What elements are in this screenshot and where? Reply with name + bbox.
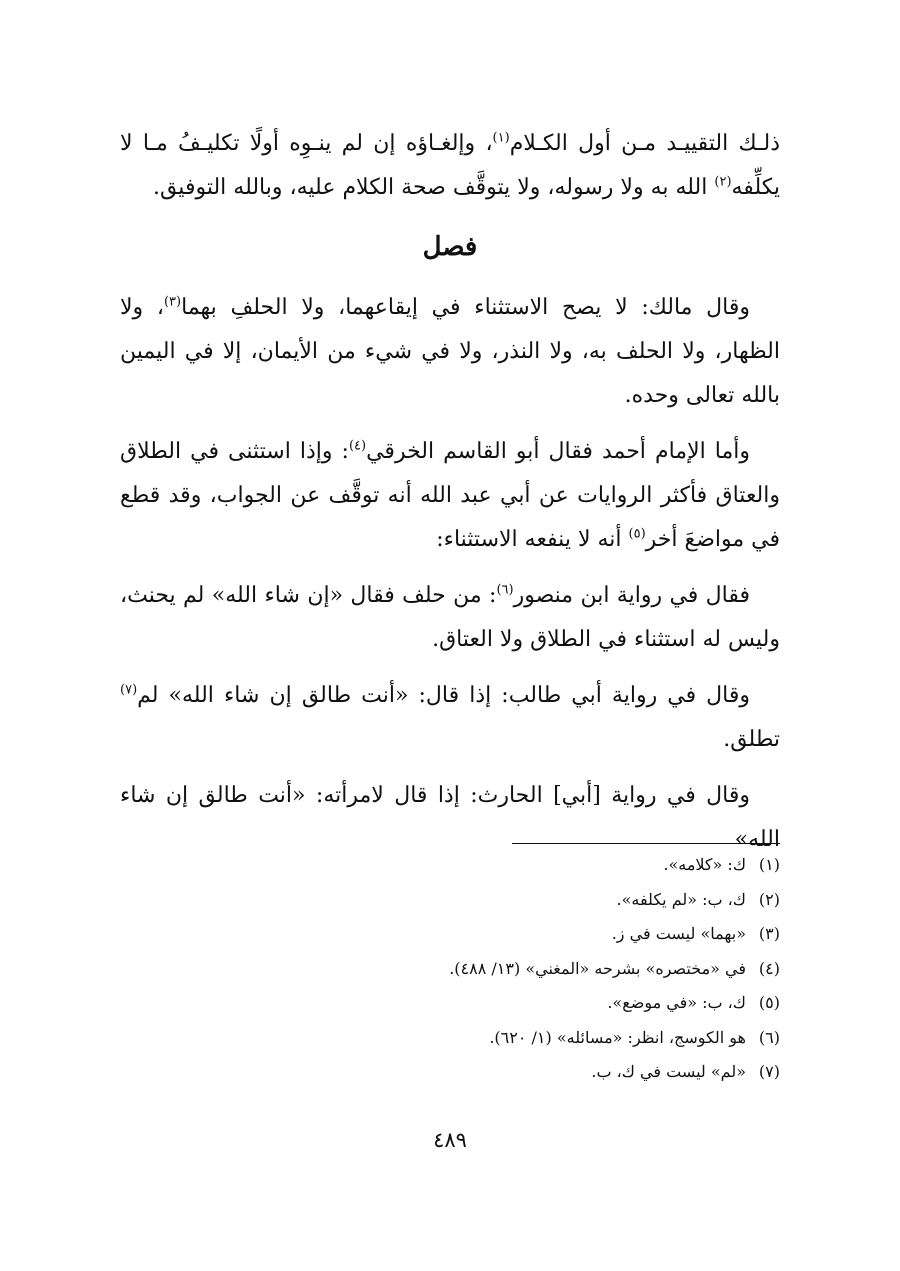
footnote-divider	[512, 843, 780, 844]
footnote-ref: (٢)	[714, 174, 732, 190]
footnote-number: (٢)	[758, 889, 780, 909]
page-number: ٤٨٩	[433, 1128, 467, 1152]
footnote-number: (١)	[758, 855, 780, 874]
paragraph-text: وقال في رواية [أبي] الحارث: إذا قال لامرأته: «أنت طالق إن شاء الله»	[120, 783, 780, 852]
paragraph-text: ، ولا الظهار، ولا الحلف به، ولا النذر، ولا في شيء من الأيمان، إلا في اليمين بالله تعالى وحده.	[120, 295, 780, 408]
section-heading: فصل	[422, 232, 478, 262]
footnote-7	[120, 1055, 780, 1090]
paragraph-3	[120, 430, 780, 562]
footnote-number: (٦)	[758, 1027, 780, 1047]
paragraph-text: وقال مالك: لا يصح الاستثناء في إيقاعهما، ولا الحلفِ بهما	[181, 295, 750, 320]
footnote-number: (٥)	[758, 993, 780, 1012]
footnote-5	[120, 986, 780, 1021]
footnote-6	[120, 1021, 780, 1056]
paragraph-text: الله به ولا رسوله، ولا يتوقَّف صحة الكلام عليه، وبالله التوفيق.	[152, 175, 715, 200]
paragraph-text: تطلق.	[723, 727, 780, 752]
paragraph-text: أنه لا ينفعه الاستثناء:	[436, 527, 629, 552]
footnote-ref: (٤)	[348, 438, 367, 454]
footnote-text: ك، ب: «لم يكلفه».	[616, 889, 746, 909]
footnote-ref: (٦)	[496, 582, 514, 598]
footnote-text: هو الكوسج، انظر: «مسائله» (١/ ٦٢٠).	[489, 1027, 746, 1047]
paragraph-text: ذلـك التقييـد مـن أول الكـلام	[509, 131, 780, 156]
footnote-number: (٧)	[758, 1062, 780, 1081]
footnote-ref: (٣)	[163, 294, 182, 310]
footnote-text: ك: «كلامه».	[663, 855, 746, 874]
paragraph-text: : من حلف فقال «إن شاء الله» لم يحنث، وليس له استثناء في الطلاق ولا العتاق.	[120, 583, 780, 652]
paragraph-5	[120, 674, 780, 762]
paragraph-4	[120, 574, 780, 662]
paragraph-1	[120, 122, 780, 210]
footnote-text: «بهما» ليست في ز.	[611, 924, 746, 943]
main-text	[120, 122, 780, 874]
footnote-3	[120, 917, 780, 952]
paragraph-text: فقال في رواية ابن منصور	[513, 583, 750, 608]
footnote-ref: (١)	[492, 130, 510, 146]
paragraph-text: وأما الإمام أحمد فقال أبو القاسم الخرقي	[366, 439, 750, 464]
paragraph-text: ، وإلغـاؤه إن لم ينـوِه أولًا تكليـفُ مـا لا يكلِّفه	[120, 131, 780, 200]
footnote-1	[120, 848, 780, 883]
paragraph-text: وقال في رواية أبي طالب: إذا قال: «أنت طالق إن شاء الله» لم	[137, 683, 750, 708]
footnote-number: (٤)	[758, 958, 780, 978]
footnote-ref: (٥)	[628, 526, 646, 542]
footnote-number: (٣)	[758, 924, 780, 943]
paragraph-2	[120, 286, 780, 418]
footnote-text: «لم» ليست في ك، ب.	[591, 1062, 746, 1081]
footnote-ref: (٧)	[120, 682, 138, 698]
footnote-4	[120, 952, 780, 987]
footnote-2	[120, 883, 780, 918]
footnote-text: ك، ب: «في موضع».	[607, 993, 746, 1012]
footnotes-section	[120, 848, 780, 1090]
footnote-text: في «مختصره» بشرحه «المغني» (١٣/ ٤٨٨).	[449, 958, 746, 978]
paragraph-text: : وإذا استثنى في الطلاق والعتاق فأكثر الروايات عن أبي عبد الله أنه توقَّف عن الجواب، وقد قطع في مواضعَ أخر	[120, 439, 780, 552]
